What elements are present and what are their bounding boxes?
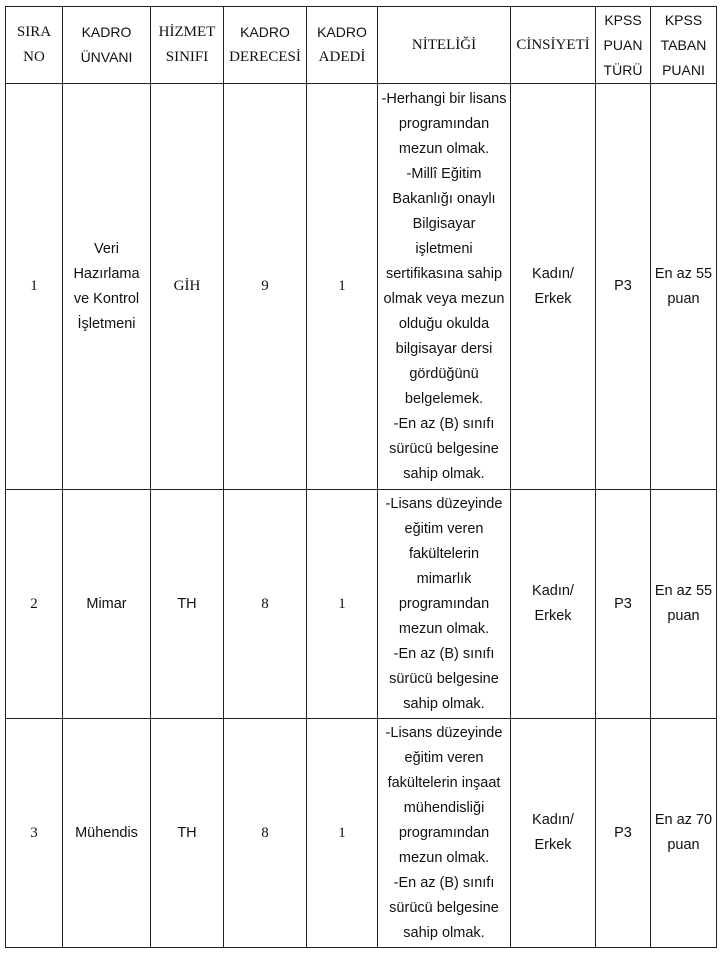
cell-line: sahip olmak.: [403, 465, 485, 482]
header-kpss-puan-turu: [596, 7, 651, 84]
header-cinsiyeti: [511, 7, 596, 84]
cell-derece: 9: [224, 84, 307, 490]
cell-unvan: [63, 719, 151, 948]
cell-line: -Herhangi bir lisans: [381, 90, 507, 107]
cell-line: fakültelerin: [408, 545, 480, 562]
cell-line: İşletmeni: [77, 315, 136, 332]
header-kadro-unvani: [63, 7, 151, 84]
cell-adet: 1: [307, 490, 378, 719]
cell-line: eğitim veren: [404, 749, 484, 766]
cell-line: Erkek: [534, 608, 572, 624]
cell-line: bilgisayar dersi: [395, 340, 493, 357]
cell-line: Erkek: [534, 837, 572, 853]
cell-line: -En az (B) sınıfı: [393, 874, 495, 891]
header-kpss-taban-puani: [651, 7, 717, 84]
header-line: KADRO: [81, 24, 132, 40]
cell-line: olduğu okulda: [398, 315, 490, 332]
cell-line: programından: [398, 824, 490, 841]
cell-taban-puan: [651, 490, 717, 719]
header-line: PUAN: [603, 36, 643, 53]
cell-nitelik: [378, 490, 511, 719]
cell-cinsiyet: [511, 490, 596, 719]
header-line: KADRO: [240, 24, 290, 40]
cell-line: En az 70: [654, 812, 713, 828]
cell-sinif: TH: [151, 490, 224, 719]
cell-line: olmak veya mezun: [383, 290, 505, 307]
cell-line: mezun olmak.: [398, 620, 490, 637]
cell-line: ve Kontrol: [73, 290, 140, 307]
cell-line: mimarlık: [416, 570, 472, 587]
cell-line: gördüğünü: [409, 365, 479, 382]
cell-sira: 3: [6, 719, 63, 948]
cell-puan-turu: P3: [596, 84, 651, 490]
header-line: KPSS: [604, 11, 642, 28]
cell-line: -Lisans düzeyinde: [385, 495, 503, 512]
cell-puan-turu: P3: [596, 719, 651, 948]
cell-cinsiyet: [511, 719, 596, 948]
cell-line: Bilgisayar: [412, 215, 476, 232]
cell-line: Veri: [94, 240, 119, 257]
header-line: SIRA: [16, 24, 52, 40]
cell-line: puan: [667, 837, 700, 853]
header-line: TABAN: [660, 36, 707, 53]
header-line: KPSS: [664, 11, 703, 28]
cell-line: sertifikasına sahip: [385, 265, 503, 282]
cell-line: Kadın/: [532, 265, 574, 282]
header-line: SINIFI: [165, 49, 209, 65]
cell-line: eğitim veren: [404, 520, 484, 537]
cell-line: En az 55: [654, 583, 713, 599]
cell-line: sürücü belgesine: [389, 899, 499, 916]
header-line: ÜNVANI: [80, 49, 133, 65]
header-line: CİNSİYETİ: [516, 36, 590, 53]
cell-sinif: TH: [151, 719, 224, 948]
cell-cinsiyet: [511, 84, 596, 490]
header-line: ADEDİ: [318, 49, 366, 65]
kadro-table: [5, 6, 717, 948]
cell-line: fakültelerin inşaat: [387, 774, 501, 791]
cell-derece: 8: [224, 490, 307, 719]
cell-line: işletmeni: [415, 240, 473, 257]
cell-line: Kadın/: [532, 812, 574, 828]
header-line: NO: [23, 49, 45, 65]
cell-line: programından: [398, 115, 490, 132]
header-line: DERECESİ: [229, 49, 301, 65]
cell-sira: 1: [6, 84, 63, 490]
cell-line: programından: [398, 595, 490, 612]
cell-line: -En az (B) sınıfı: [393, 645, 495, 662]
cell-nitelik: [378, 719, 511, 948]
cell-adet: 1: [307, 719, 378, 948]
cell-line: belgelemek.: [404, 390, 484, 407]
cell-line: Hazırlama: [73, 265, 140, 282]
cell-puan-turu: P3: [596, 490, 651, 719]
cell-nitelik: [378, 84, 511, 490]
cell-line: -Lisans düzeyinde: [385, 724, 503, 741]
header-kadro-derecesi: [224, 7, 307, 84]
header-niteligi: [378, 7, 511, 84]
cell-line: mezun olmak.: [398, 849, 490, 866]
cell-line: mühendisliği: [403, 799, 485, 816]
cell-line: Erkek: [534, 290, 572, 307]
cell-sira: 2: [6, 490, 63, 719]
table-header-row: [6, 7, 717, 84]
header-line: KADRO: [317, 24, 367, 40]
table-row: [6, 84, 717, 490]
cell-adet: 1: [307, 84, 378, 490]
cell-line: Mühendis: [75, 824, 138, 841]
cell-line: Bakanlığı onaylı: [392, 190, 496, 207]
cell-line: puan: [667, 608, 700, 624]
cell-line: En az 55: [654, 265, 713, 282]
header-line: TÜRÜ: [603, 61, 643, 78]
cell-sinif: GİH: [151, 84, 224, 490]
cell-taban-puan: [651, 84, 717, 490]
cell-line: sahip olmak.: [403, 695, 485, 712]
header-sira-no: [6, 7, 63, 84]
header-line: PUANI: [662, 61, 705, 78]
cell-line: -En az (B) sınıfı: [393, 415, 495, 432]
header-line: NİTELİĞİ: [411, 36, 477, 53]
cell-line: -Millî Eğitim: [406, 165, 482, 182]
cell-line: sürücü belgesine: [389, 440, 499, 457]
cell-derece: 8: [224, 719, 307, 948]
header-line: HİZMET: [158, 24, 216, 40]
cell-line: sahip olmak.: [403, 924, 485, 941]
cell-line: Mimar: [86, 595, 127, 612]
cell-line: puan: [667, 290, 700, 307]
cell-unvan: [63, 84, 151, 490]
table-row: [6, 490, 717, 719]
cell-line: mezun olmak.: [398, 140, 490, 157]
cell-unvan: [63, 490, 151, 719]
header-kadro-adedi: [307, 7, 378, 84]
cell-taban-puan: [651, 719, 717, 948]
header-hizmet-sinifi: [151, 7, 224, 84]
table-row: [6, 719, 717, 948]
cell-line: Kadın/: [532, 583, 574, 599]
cell-line: sürücü belgesine: [389, 670, 499, 687]
